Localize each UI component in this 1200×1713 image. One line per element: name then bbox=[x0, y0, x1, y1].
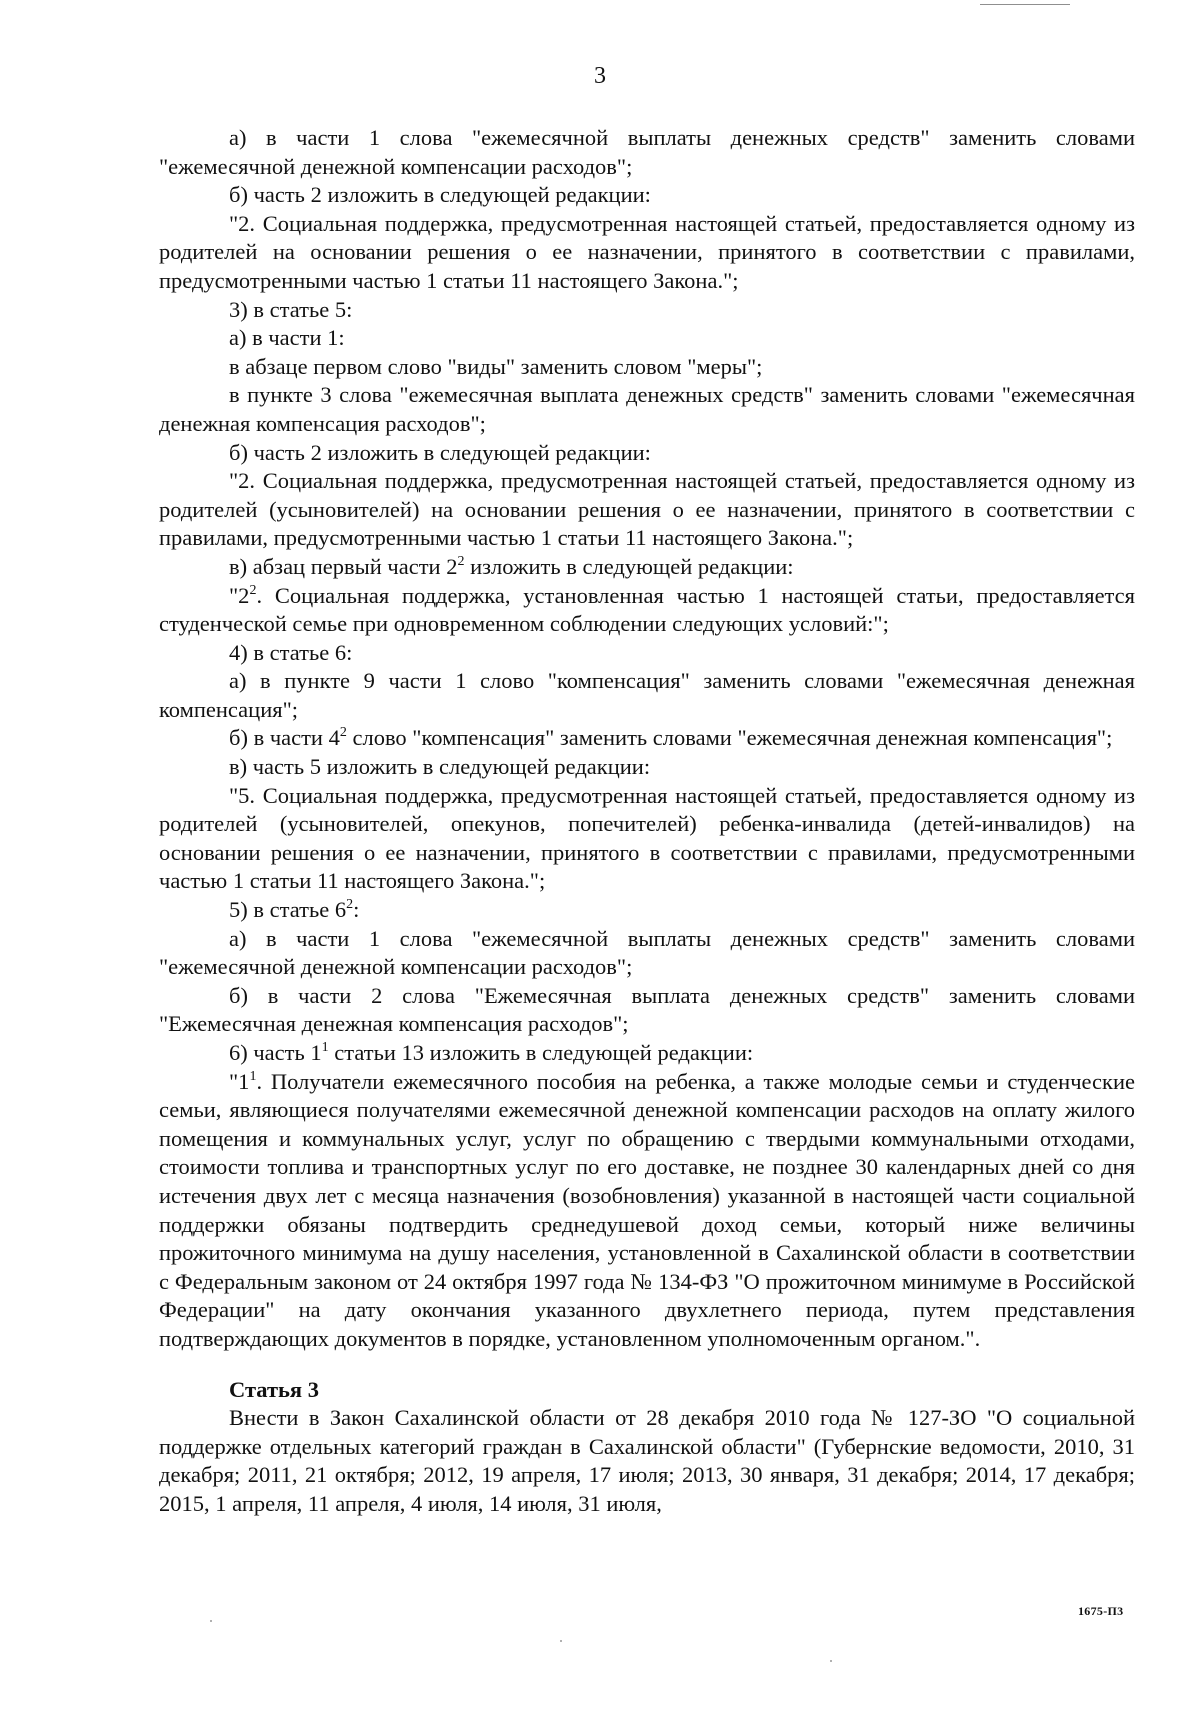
paragraph-text: статьи 13 изложить в следующей редакции: bbox=[328, 1040, 754, 1065]
superscript: 2 bbox=[346, 896, 354, 912]
paragraph: а) в пункте 9 части 1 слово "компенсация" заменить словами "ежемесячная денежная компенсация"; bbox=[159, 668, 1135, 722]
paragraph bbox=[159, 553, 1135, 582]
paragraph bbox=[159, 896, 1135, 925]
scan-artifact-dot bbox=[210, 1620, 212, 1622]
paragraph bbox=[159, 582, 1135, 639]
superscript: 1 bbox=[321, 1039, 329, 1055]
paragraph-text: . Получатели ежемесячного пособия на ребенка, а также молодые семьи и студенческие семьи, являющиеся получателями ежемесячной денежной компенсации расходов на оплату жилого помещения и коммунальных услуг, услуг по обращению с твердыми коммунальными отходами, стоимости топлива и транспортных услуг по его доставке, не позднее 30 календарных дней со дня истечения двух лет с месяца назначения (возобновления) указанной в настоящей части социальной поддержки обязаны подтвердить среднедушевой доход семьи, который ниже величины прожиточного минимума на душу населения, установленной в Сахалинской области в соответствии с Федеральным законом от 24 октября 1997 года № 134-ФЗ "О прожиточном минимуме в Российской Федерации" на дату окончания указанного двухлетнего периода, путем представления подтверждающих документов в порядке, установленном уполномоченным органом.". bbox=[159, 1068, 1135, 1351]
paragraph-text: в) абзац первый части 2 bbox=[229, 553, 458, 579]
paragraph: "2. Социальная поддержка, предусмотренная настоящей статьей, предоставляется одному из родителей (усыновителей) на основании решения о ее назначении, принятого в соответствии с правилами, предусмотренными частью 1 статьи 11 настоящего Закона."; bbox=[159, 468, 1135, 551]
paragraph-text: 5) в статье 6 bbox=[229, 897, 347, 923]
paragraph: а) в части 1 слова "ежемесячной выплаты денежных средств" заменить словами "ежемесячной денежной компенсации расходов"; bbox=[159, 925, 1135, 980]
paragraph-text: "2 bbox=[229, 582, 250, 608]
paragraph: "5. Социальная поддержка, предусмотренная настоящей статьей, предоставляется одному из родителей (усыновителей, опекунов, попечителей) ребенка-инвалида (детей-инвалидов) на основании решения о ее назначении, принятого в соответствии с правилами, предусмотренными частью 1 статьи 11 настоящего Закона."; bbox=[159, 782, 1135, 894]
paragraph-text: "1 bbox=[229, 1068, 250, 1094]
paragraph: б) в части 2 слова "Ежемесячная выплата денежных средств" заменить словами "Ежемесячная денежная компенсация расходов"; bbox=[159, 982, 1135, 1037]
document-body bbox=[159, 124, 1135, 1519]
paragraph-text: изложить в следующей редакции: bbox=[464, 553, 794, 579]
document-code: 1675-П3 bbox=[1078, 1604, 1124, 1618]
superscript: 2 bbox=[457, 553, 465, 569]
superscript: 1 bbox=[249, 1068, 257, 1084]
article-heading: Статья 3 bbox=[229, 1376, 319, 1402]
paragraph: 4) в статье 6: bbox=[229, 639, 353, 665]
page-number: 3 bbox=[594, 63, 606, 89]
paragraph bbox=[159, 1039, 1135, 1068]
paragraph: в абзаце первом слово "виды" заменить словом "меры"; bbox=[229, 353, 763, 379]
paragraph-text: слово "компенсация" заменить словами "ежемесячная денежная компенсация"; bbox=[346, 725, 1113, 751]
paragraph: б) часть 2 изложить в следующей редакции: bbox=[229, 182, 651, 208]
paragraph: а) в части 1 слова "ежемесячной выплаты денежных средств" заменить словами "ежемесячной денежной компенсации расходов"; bbox=[159, 125, 1135, 179]
scan-artifact-line bbox=[980, 4, 1070, 5]
paragraph bbox=[159, 1068, 1135, 1354]
paragraph: в) часть 5 изложить в следующей редакции: bbox=[229, 754, 651, 780]
superscript: 2 bbox=[339, 725, 347, 741]
paragraph-text: : bbox=[353, 897, 360, 923]
paragraph-text: . Социальная поддержка, установленная частью 1 настоящей статьи, предоставляется студенческой семье при одновременном соблюдении следующих условий:"; bbox=[159, 582, 1135, 637]
paragraph: в пункте 3 слова "ежемесячная выплата денежных средств" заменить словами "ежемесячная денежная компенсация расходов"; bbox=[159, 382, 1135, 436]
paragraph: 3) в статье 5: bbox=[229, 296, 353, 322]
paragraph-text: б) в части 4 bbox=[229, 725, 340, 751]
scan-artifact-dot bbox=[830, 1660, 832, 1662]
paragraph-text: 6) часть 1 bbox=[229, 1040, 322, 1065]
superscript: 2 bbox=[249, 582, 257, 598]
scan-artifact-dot bbox=[560, 1640, 562, 1642]
paragraph: "2. Социальная поддержка, предусмотренная настоящей статьей, предоставляется одному из родителей на основании решения о ее назначении, принятого в соответствии с правилами, предусмотренными частью 1 статьи 11 настоящего Закона."; bbox=[159, 210, 1135, 293]
paragraph bbox=[159, 724, 1135, 753]
paragraph: б) часть 2 изложить в следующей редакции: bbox=[229, 439, 651, 465]
paragraph: Внести в Закон Сахалинской области от 28 декабря 2010 года № 127-ЗО "О социальной поддержке отдельных категорий граждан в Сахалинской области" (Губернские ведомости, 2010, 31 декабря; 2011, 21 октября; 2012, 19 апреля, 17 июля; 2013, 30 января, 31 декабря; 2014, 17 декабря; 2015, 1 апреля, 11 апреля, 4 июля, 14 июля, 31 июля, bbox=[159, 1405, 1135, 1516]
paragraph: а) в части 1: bbox=[229, 325, 345, 351]
